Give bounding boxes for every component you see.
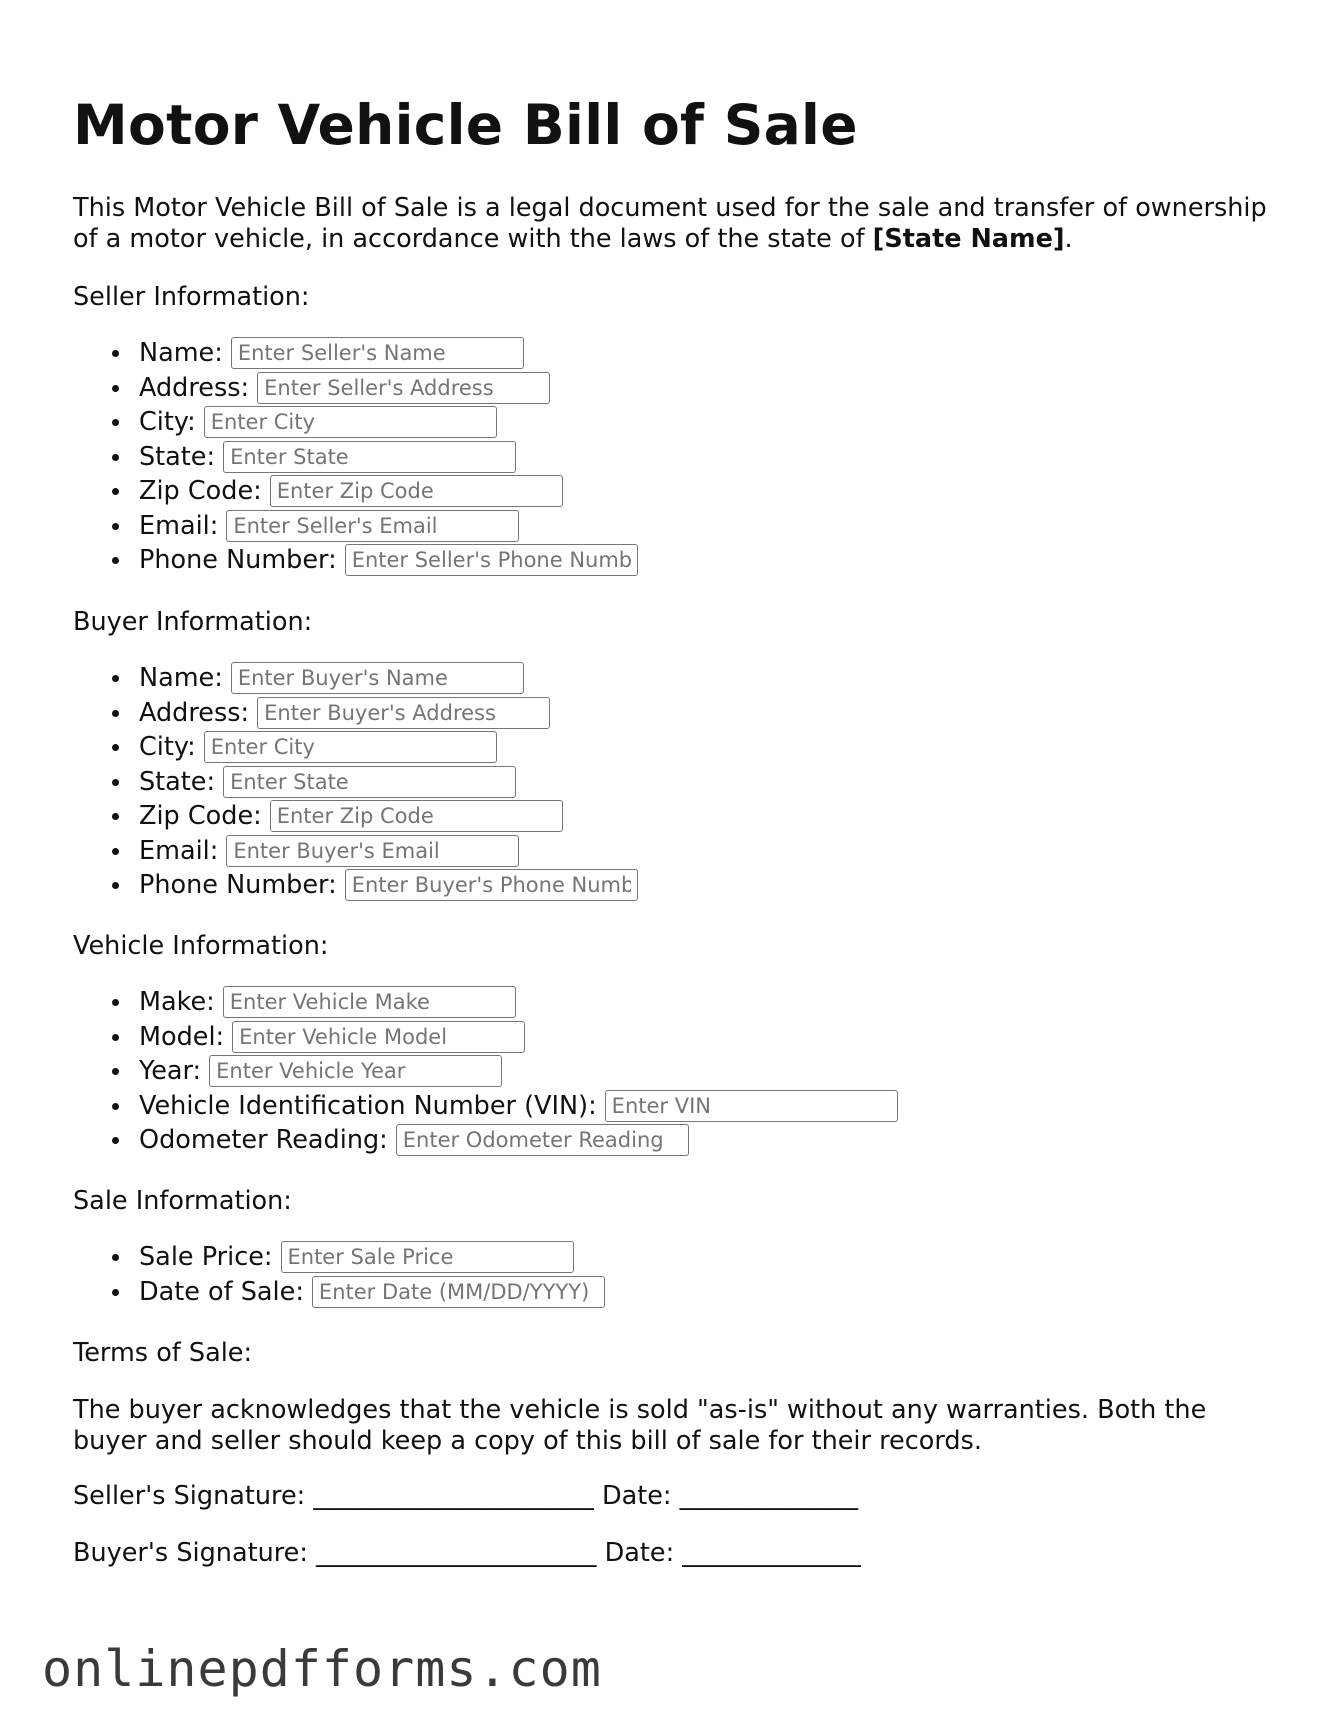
buyer-heading: Buyer Information:: [73, 607, 313, 637]
page-title: Motor Vehicle Bill of Sale: [73, 93, 858, 157]
intro-state-placeholder: [State Name]: [872, 224, 1065, 254]
seller-heading: Seller Information:: [73, 282, 310, 312]
list-item: [73, 474, 638, 509]
list-item: [73, 730, 638, 765]
list-item: [73, 1123, 898, 1158]
seller-zip-input[interactable]: [270, 475, 563, 507]
field-label: Sale Price:: [139, 1242, 273, 1272]
list-item: [73, 543, 638, 578]
buyer-name-input[interactable]: [231, 662, 524, 694]
list-item: [73, 1054, 898, 1089]
list-item: [73, 1020, 898, 1055]
list-item: [73, 696, 638, 731]
field-label: Make:: [139, 987, 215, 1017]
terms-paragraph: The buyer acknowledges that the vehicle is sold "as-is" without any warranties. Both the buyer and seller should keep a copy of this bill of sale for their records.: [73, 1395, 1207, 1456]
seller-email-input[interactable]: [226, 510, 519, 542]
buyer-email-input[interactable]: [226, 835, 519, 867]
intro-text: This Motor Vehicle Bill of Sale is a legal document used for the sale and transfer of ownership of a motor vehicle, in accordance with the laws of the state of: [73, 193, 1267, 254]
field-label: State:: [139, 441, 216, 472]
field-label: Address:: [139, 697, 250, 728]
field-label: Model:: [139, 1021, 225, 1052]
list-item: [73, 834, 638, 869]
vehicle-model-input[interactable]: [232, 1021, 525, 1053]
buyer-address-input[interactable]: [257, 697, 550, 729]
buyer-zip-input[interactable]: [270, 800, 563, 832]
buyer-city-input[interactable]: [204, 731, 497, 763]
field-label: Phone Number:: [139, 545, 337, 575]
field-label: Vehicle Identification Number (VIN):: [139, 1090, 597, 1121]
field-label: Phone Number:: [139, 870, 337, 900]
buyer-signature-line: Buyer's Signature: ______________________ Date: ______________: [73, 1538, 861, 1568]
vehicle-odometer-input[interactable]: [396, 1124, 689, 1156]
sale-price-input[interactable]: [281, 1241, 574, 1273]
list-item: [73, 1240, 605, 1275]
list-item: [73, 1089, 898, 1124]
intro-end: .: [1064, 224, 1073, 254]
sale-fields: [73, 1240, 605, 1309]
field-label: Email:: [139, 835, 219, 866]
buyer-state-input[interactable]: [223, 766, 516, 798]
list-item: [73, 336, 638, 371]
vehicle-vin-input[interactable]: [605, 1090, 898, 1122]
seller-fields: [73, 336, 638, 578]
field-label: Year:: [139, 1056, 202, 1086]
list-item: [73, 509, 638, 544]
list-item: [73, 440, 638, 475]
field-label: Name:: [139, 338, 223, 368]
list-item: [73, 661, 638, 696]
field-label: Odometer Reading:: [139, 1125, 388, 1155]
sale-heading: Sale Information:: [73, 1186, 292, 1216]
field-label: Zip Code:: [139, 801, 262, 831]
vehicle-year-input[interactable]: [209, 1055, 502, 1087]
buyer-fields: [73, 661, 638, 903]
seller-state-input[interactable]: [223, 441, 516, 473]
seller-city-input[interactable]: [204, 406, 497, 438]
seller-name-input[interactable]: [231, 337, 524, 369]
list-item: [73, 868, 638, 903]
field-label: State:: [139, 766, 216, 797]
sale-date-input[interactable]: [312, 1276, 605, 1308]
buyer-phone-input[interactable]: [345, 869, 638, 901]
field-label: Address:: [139, 372, 250, 403]
list-item: [73, 405, 638, 440]
field-label: City:: [139, 407, 196, 437]
seller-phone-input[interactable]: [345, 544, 638, 576]
field-label: Email:: [139, 510, 219, 541]
list-item: [73, 985, 898, 1020]
vehicle-heading: Vehicle Information:: [73, 931, 329, 961]
list-item: [73, 799, 638, 834]
field-label: Zip Code:: [139, 476, 262, 506]
field-label: City:: [139, 732, 196, 762]
list-item: [73, 1275, 605, 1310]
intro-paragraph: [73, 193, 1273, 255]
watermark: onlinepdfforms.com: [42, 1640, 602, 1698]
list-item: [73, 371, 638, 406]
vehicle-make-input[interactable]: [223, 986, 516, 1018]
seller-signature-line: Seller's Signature: ______________________ Date: ______________: [73, 1481, 859, 1511]
field-label: Name:: [139, 663, 223, 693]
field-label: Date of Sale:: [139, 1276, 304, 1307]
list-item: [73, 765, 638, 800]
vehicle-fields: [73, 985, 898, 1158]
terms-heading: Terms of Sale:: [73, 1338, 253, 1368]
seller-address-input[interactable]: [257, 372, 550, 404]
